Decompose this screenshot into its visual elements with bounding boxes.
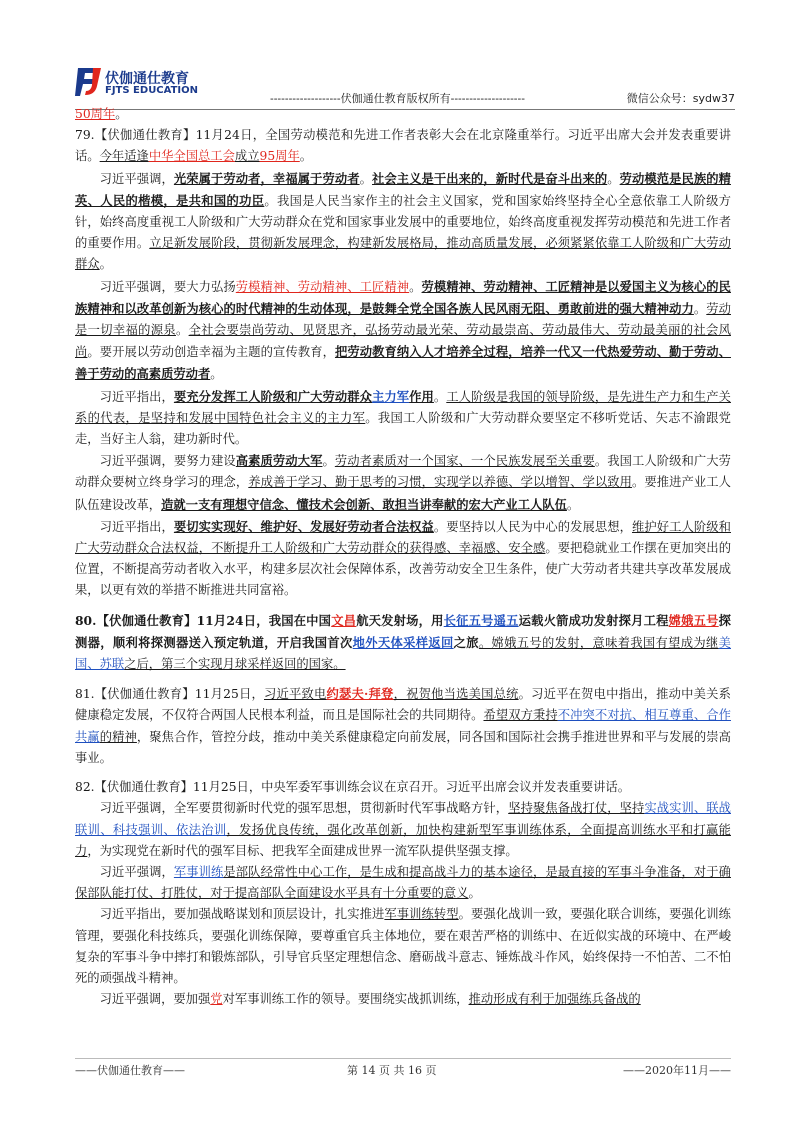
item-79-para-e: 习近平指出，要切实实现好、维护好、发展好劳动者合法权益。要坚持以人民为中心的发展思想，维护好工人阶级和广大劳动群众合法权益，不断提升工人阶级和广大劳动群众的获得感、幸福感、安全感。要把稳就业工作摆在更加突出的位置，不断提高劳动者收入水平，构建多层次社会保障体系，改善劳动安全卫生条件，使广大劳动者共建共享改革发展成果，以更有效的举措不断推进共同富裕。 bbox=[75, 518, 731, 598]
document-body bbox=[75, 104, 731, 1010]
item-82-para-b: 习近平强调，军事训练是部队经常性中心工作，是生成和提高战斗力的基本途径，是最直接的军事斗争准备，对于确保部队能打仗、打胜仗，对于提高部队全面建设水平具有十分重要的意义。 bbox=[75, 864, 731, 901]
item-79-para-c: 习近平指出，要充分发挥工人阶级和广大劳动群众主力军作用。工人阶级是我国的领导阶级，是先进生产力和生产关系的代表，是坚持和发展中国特色社会主义的主力军。我国工人阶级和广大劳动群众要坚定不移听党话、矢志不渝跟党走，当好主人翁，建功新时代。 bbox=[75, 388, 731, 447]
item-81: 81.【伏伽通仕教育】11月25日，习近平致电约瑟夫·拜登，祝贺他当选美国总统。习近平在贺电中指出，推动中美关系健康稳定发展，不仅符合两国人民根本利益，而且是国际社会的共同期待。希望双方秉持不冲突不对抗、相互尊重、合作共赢的精神，聚焦合作，管控分歧，推动中美关系健康稳定向前发展，同各国和国际社会携手推进世界和平与发展的崇高事业。 bbox=[75, 686, 731, 765]
item-82-para-a: 习近平强调，全军要贯彻新时代党的强军思想，贯彻新时代军事战略方针，坚持聚焦备战打仗，坚持实战实训、联战联训、科技强训、依法治训，发扬优良传统，强化改革创新，加快构建新型军事训练体系，全面提高训练水平和打赢能力，为实现党在新时代的强军目标、把我军全面建成世界一流军队提供坚强支撑。 bbox=[75, 801, 731, 858]
copyright-notice: -------------------伏伽通仕教育版权所有-------------------- bbox=[270, 92, 525, 105]
item-79: 79.【伏伽通仕教育】11月24日，全国劳动模范和先进工作者表彰大会在北京隆重举行。习近平出席大会并发表重要讲话。今年适逢中华全国总工会成立95周年。 bbox=[75, 128, 731, 164]
paragraph-continuation: 50周年。 bbox=[75, 107, 128, 121]
item-82-para-d: 习近平强调，要加强党对军事训练工作的领导。要围绕实战抓训练，推动形成有利于加强练兵备战的 bbox=[99, 992, 641, 1007]
item-82: 82.【伏伽通仕教育】11月25日，中央军委军事训练会议在京召开。习近平出席会议并发表重要讲话。 bbox=[75, 780, 631, 795]
logo-text-en: FJTS EDUCATION bbox=[105, 85, 199, 96]
item-79-para-b: 习近平强调，要大力弘扬劳模精神、劳动精神、工匠精神。劳模精神、劳动精神、工匠精神是以爱国主义为核心的民族精神和以改革创新为核心的时代精神的生动体现，是鼓舞全党全国各族人民风雨无阻、勇敢前进的强大精神动力。劳动是一切幸福的源泉。全社会要崇尚劳动、见贤思齐，弘扬劳动最光荣、劳动最崇高、劳动最伟大、劳动最美丽的社会风尚。要开展以劳动创造幸福为主题的宣传教育，把劳动教育纳入人才培养全过程，培养一代又一代热爱劳动、勤于劳动、善于劳动的高素质劳动者。 bbox=[75, 278, 731, 382]
item-82-para-c: 习近平指出，要加强战略谋划和顶层设计，扎实推进军事训练转型。要强化战训一致，要强化联合训练，要强化训练管理，要强化科技练兵，要强化训练保障，要尊重官兵主体地位，要在艰苦严格的训练中、在近似实战的环境中、在严峻复杂的军事斗争中摔打和锻炼部队，引导官兵坚定理想信念、磨砺战斗意志、锤炼战斗作风，始终保持一不怕苦、二不怕死的顽强战斗精神。 bbox=[75, 907, 731, 985]
logo bbox=[75, 62, 225, 102]
fjts-logo-icon bbox=[75, 64, 103, 98]
wechat-account: 微信公众号：sydw37 bbox=[626, 92, 735, 105]
page-number: 第 14 页 共 16 页 bbox=[347, 1064, 437, 1077]
item-79-para-a: 习近平强调，光荣属于劳动者，幸福属于劳动者。社会主义是干出来的，新时代是奋斗出来的。劳动模范是民族的精英、人民的楷模，是共和国的功臣。我国是人民当家作主的社会主义国家，党和国家始终坚持全心全意依靠工人阶级方针，始终高度重视工人阶级和广大劳动群众在党和国家事业发展中的重要地位，始终高度重视发挥劳动模范和先进工作者的重要作用。立足新发展阶段，贯彻新发展理念，构建新发展格局，推动高质量发展，必须紧紧依靠工人阶级和广大劳动群众。 bbox=[75, 170, 731, 272]
logo-text-cn: 伏伽通仕教育 bbox=[105, 71, 189, 87]
footer-brand: ——伏伽通仕教育—— bbox=[75, 1064, 185, 1077]
item-79-para-d: 习近平强调，要努力建设高素质劳动大军。劳动者素质对一个国家、一个民族发展至关重要。我国工人阶级和广大劳动群众要树立终身学习的理念，养成善于学习、勤于思考的习惯，实现学以养德、学以增智、学以致用。要推进产业工人队伍建设改革，造就一支有理想守信念、懂技术会创新、敢担当讲奉献的宏大产业工人队伍。 bbox=[75, 453, 731, 512]
page-footer bbox=[75, 1058, 731, 1082]
footer-date: ——2020年11月—— bbox=[623, 1064, 731, 1077]
footer-divider bbox=[75, 1058, 731, 1059]
item-80: 80.【伏伽通仕教育】11月24日，我国在中国文昌航天发射场，用长征五号遥五运载火箭成功发射探月工程嫦娥五号探测器，顺利将探测器送入预定轨道，开启我国首次地外天体采样返回之旅。嫦娥五号的发射，意味着我国有望成为继美国、苏联之后，第三个实现月球采样返回的国家。 bbox=[75, 612, 731, 672]
